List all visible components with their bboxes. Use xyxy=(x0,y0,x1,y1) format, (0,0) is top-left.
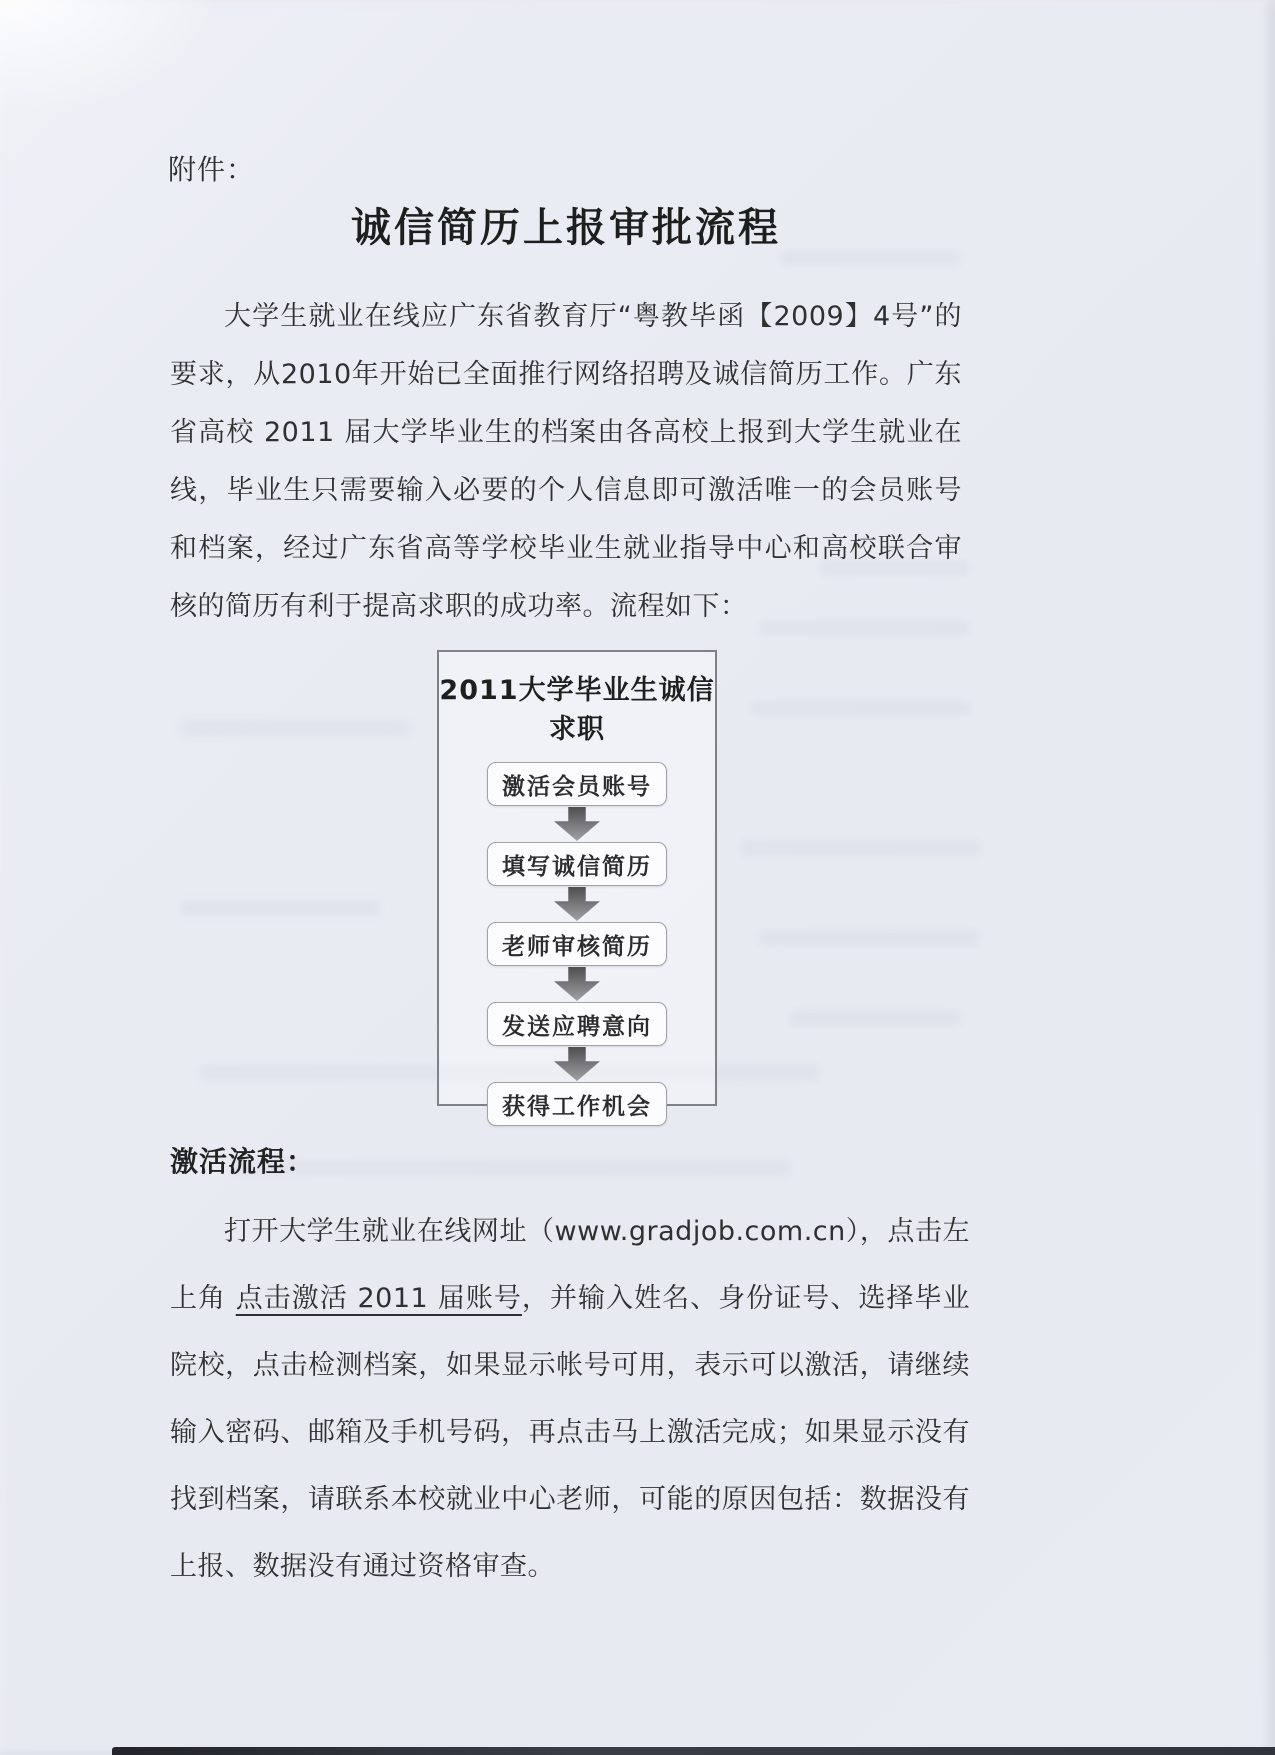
flowchart-steps xyxy=(439,762,715,1126)
flowchart-step: 填写诚信简历 xyxy=(487,842,667,886)
intro-paragraph: 大学生就业在线应广东省教育厅“粤教毕函【2009】4号”的要求，从2010年开始已全面推行网络招聘及诚信简历工作。广东省高校 2011 届大学毕业生的档案由各高校上报到大学生就业在线，毕业生只需要输入必要的个人信息即可激活唯一的会员账号和档案，经过广东省高等学校毕业生就业指导中心和高校联合审核的简历有利于提高求职的成功率。流程如下： xyxy=(170,301,962,622)
flowchart-step: 激活会员账号 xyxy=(487,762,667,806)
activation-text-lead: 打开大学生就业在线网址（www.gradjob.com.cn），点击左上角 xyxy=(170,1216,970,1314)
bleed-through-artifact xyxy=(760,930,980,946)
flowchart xyxy=(437,650,717,1120)
bleed-through-artifact xyxy=(180,900,380,916)
flowchart-step: 老师审核简历 xyxy=(487,922,667,966)
flowchart-title: 2011大学毕业生诚信求职 xyxy=(439,675,715,745)
scan-corner-artifact xyxy=(0,0,220,120)
flowchart-step: 发送应聘意向 xyxy=(487,1002,667,1046)
bleed-through-artifact xyxy=(750,700,970,716)
down-arrow-icon xyxy=(554,967,600,1001)
activation-paragraph xyxy=(170,1198,970,1600)
document-title: 诚信简历上报审批流程 xyxy=(351,205,781,251)
down-arrow-icon xyxy=(554,887,600,921)
bleed-through-artifact xyxy=(740,840,980,856)
attachment-label: 附件： xyxy=(168,153,256,186)
down-arrow-icon xyxy=(554,807,600,841)
scan-edge-artifact xyxy=(112,1747,1275,1755)
down-arrow-icon xyxy=(554,1047,600,1081)
activation-heading: 激活流程： xyxy=(170,1145,316,1178)
activation-underlined-text: 点击激活 2011 届账号 xyxy=(235,1283,522,1314)
activation-text-rest: ，并输入姓名、身份证号、选择毕业院校，点击检测档案，如果显示帐号可用，表示可以激活，请继续输入密码、邮箱及手机号码，再点击马上激活完成；如果显示没有找到档案，请联系本校就业中心老师，可能的原因包括：数据没有上报、数据没有通过资格审查。 xyxy=(170,1283,970,1582)
bleed-through-artifact xyxy=(180,720,410,736)
flowchart-step: 获得工作机会 xyxy=(487,1082,667,1126)
bleed-through-artifact xyxy=(790,1010,960,1026)
